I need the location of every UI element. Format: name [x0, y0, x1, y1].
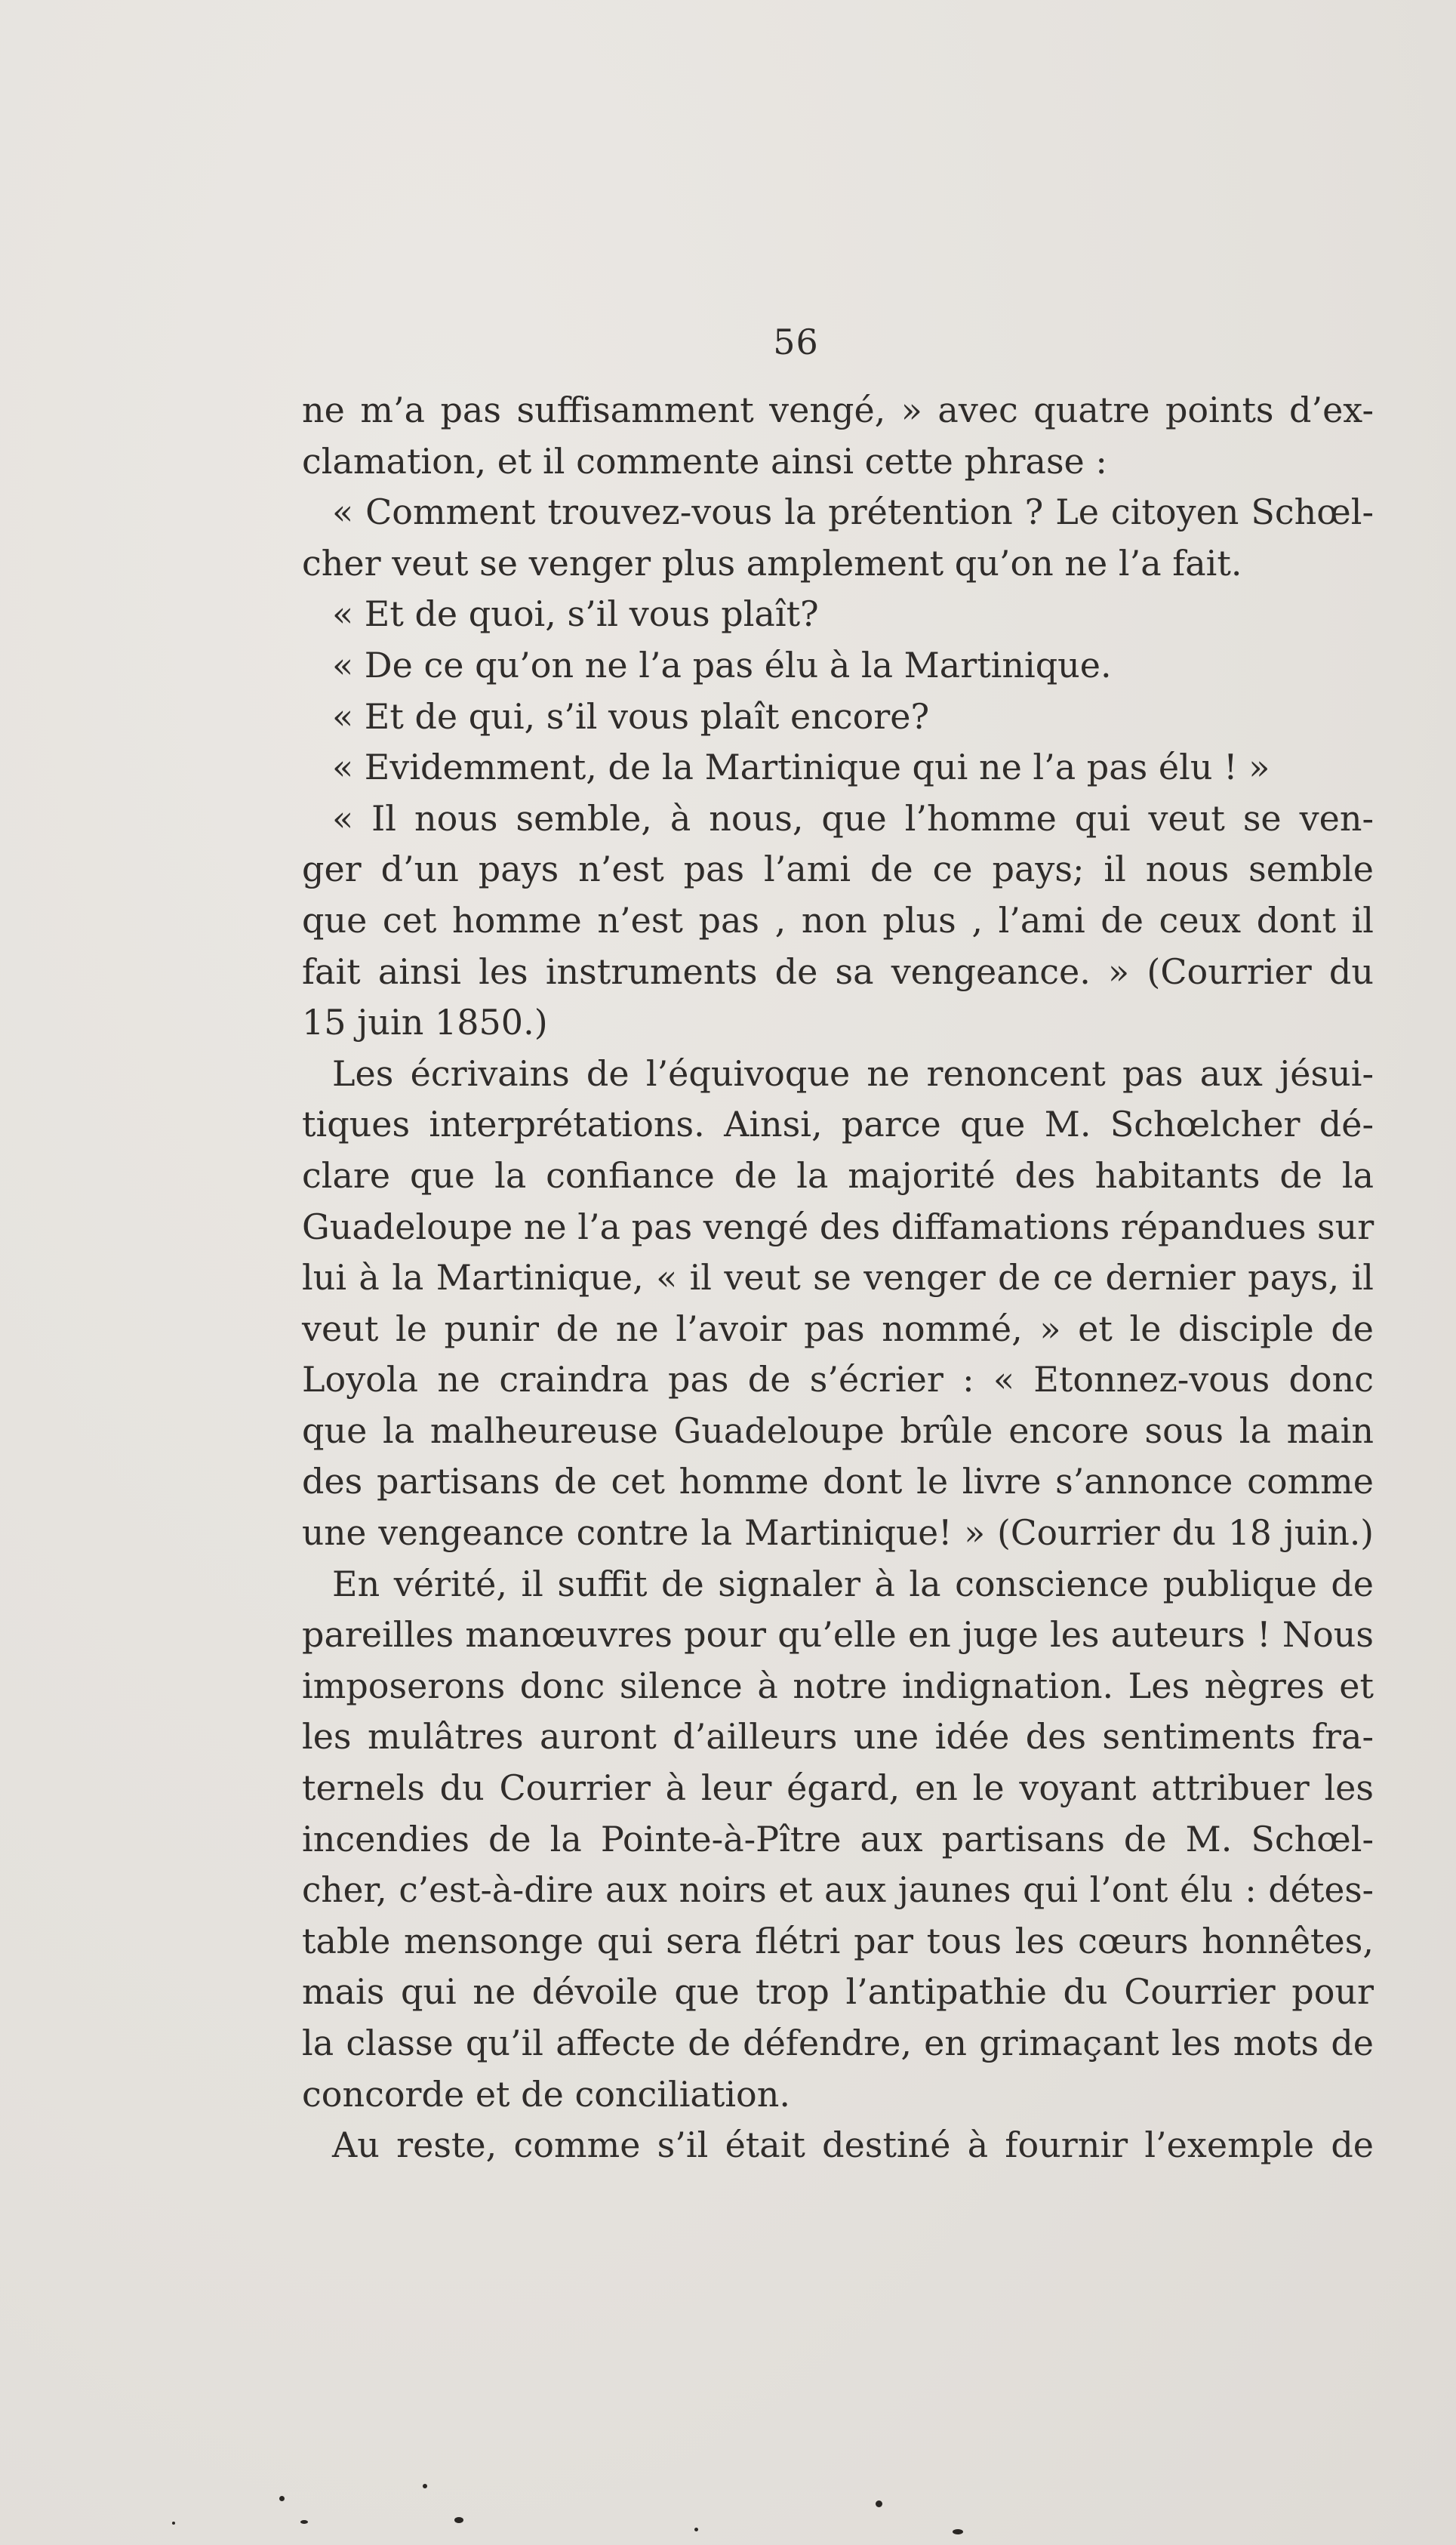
text-line: « Evidemment, de la Martinique qui ne l’a pas élu ! »: [332, 747, 1270, 788]
text-line: une vengeance contre la Martinique! » (Courrier du 18 juin.): [302, 1513, 1374, 1554]
text-line: cher, c’est-à-dire aux noirs et aux jaunes qui l’ont élu : détes-: [302, 1870, 1374, 1911]
ink-speck: [423, 2484, 427, 2488]
text-line: Au reste, comme s’il était destiné à fournir l’exemple de: [332, 2124, 1374, 2166]
text-line: ger d’un pays n’est pas l’ami de ce pays; il nous semble: [302, 849, 1374, 890]
text-line: « Il nous semble, à nous, que l’homme qui veut se ven-: [332, 797, 1374, 839]
page-number: 56: [773, 322, 819, 362]
text-line: fait ainsi les instruments de sa vengeance. » (Courrier du: [302, 951, 1374, 992]
text-line: cher veut se venger plus amplement qu’on ne l’a fait.: [302, 542, 1242, 584]
text-line: concorde et de conciliation.: [302, 2073, 790, 2115]
text-line: que cet homme n’est pas , non plus , l’ami de ceux dont il: [302, 899, 1374, 941]
ink-speck: [694, 2528, 698, 2531]
text-line: les mulâtres auront d’ailleurs une idée des sentiments fra-: [302, 1716, 1374, 1758]
text-line: veut le punir de ne l’avoir pas nommé, » et le disciple de: [302, 1308, 1374, 1349]
text-line: que la malheureuse Guadeloupe brûle encore sous la main: [302, 1410, 1374, 1451]
text-line: incendies de la Pointe-à-Pître aux partisans de M. Schœl-: [302, 1818, 1374, 1859]
text-line: En vérité, il suffit de signaler à la conscience publique de: [332, 1563, 1374, 1604]
text-line: 15 juin 1850.): [302, 1002, 548, 1043]
text-line: Loyola ne craindra pas de s’écrier : « Etonnez-vous donc: [302, 1359, 1374, 1400]
ink-speck: [300, 2520, 308, 2524]
text-line: ne m’a pas suffisamment vengé, » avec quatre points d’ex-: [302, 390, 1374, 430]
text-line: des partisans de cet homme dont le livre s’annonce comme: [302, 1461, 1374, 1502]
text-line: pareilles manœuvres pour qu’elle en juge les auteurs ! Nous: [302, 1614, 1374, 1656]
text-line: lui à la Martinique, « il veut se venger de ce dernier pays, il: [302, 1257, 1374, 1299]
ink-speck: [279, 2496, 285, 2501]
ink-speck: [454, 2517, 463, 2523]
text-line: clamation, et il commente ainsi cette phrase :: [302, 440, 1107, 482]
page-bottom-specks: [0, 2454, 1456, 2545]
text-line: « Et de quoi, s’il vous plaît?: [332, 593, 819, 635]
ink-speck: [172, 2522, 175, 2525]
text-line: ternels du Courrier à leur égard, en le voyant attribuer les: [302, 1767, 1374, 1809]
text-line: tiques interprétations. Ainsi, parce que M. Schœlcher dé-: [302, 1104, 1374, 1145]
text-line: la classe qu’il affecte de défendre, en grimaçant les mots de: [302, 2023, 1374, 2063]
text-line: « De ce qu’on ne l’a pas élu à la Martinique.: [332, 644, 1112, 686]
text-line: clare que la confiance de la majorité des habitants de la: [302, 1154, 1374, 1196]
ink-speck: [876, 2500, 882, 2507]
ink-speck: [953, 2529, 963, 2534]
text-line: table mensonge qui sera flétri par tous les cœurs honnêtes,: [302, 1920, 1374, 1961]
body-text: [302, 385, 1374, 2171]
text-line: imposerons donc silence à notre indignation. Les nègres et: [302, 1665, 1374, 1706]
text-line: mais qui ne dévoile que trop l’antipathie du Courrier pour: [302, 1971, 1374, 2013]
text-line: « Et de qui, s’il vous plaît encore?: [332, 695, 930, 737]
text-line: « Comment trouvez-vous la prétention ? Le citoyen Schœl-: [332, 491, 1374, 533]
text-line: Les écrivains de l’équivoque ne renoncent pas aux jésui-: [332, 1052, 1374, 1094]
text-line: Guadeloupe ne l’a pas vengé des diffamations répandues sur: [302, 1206, 1374, 1247]
